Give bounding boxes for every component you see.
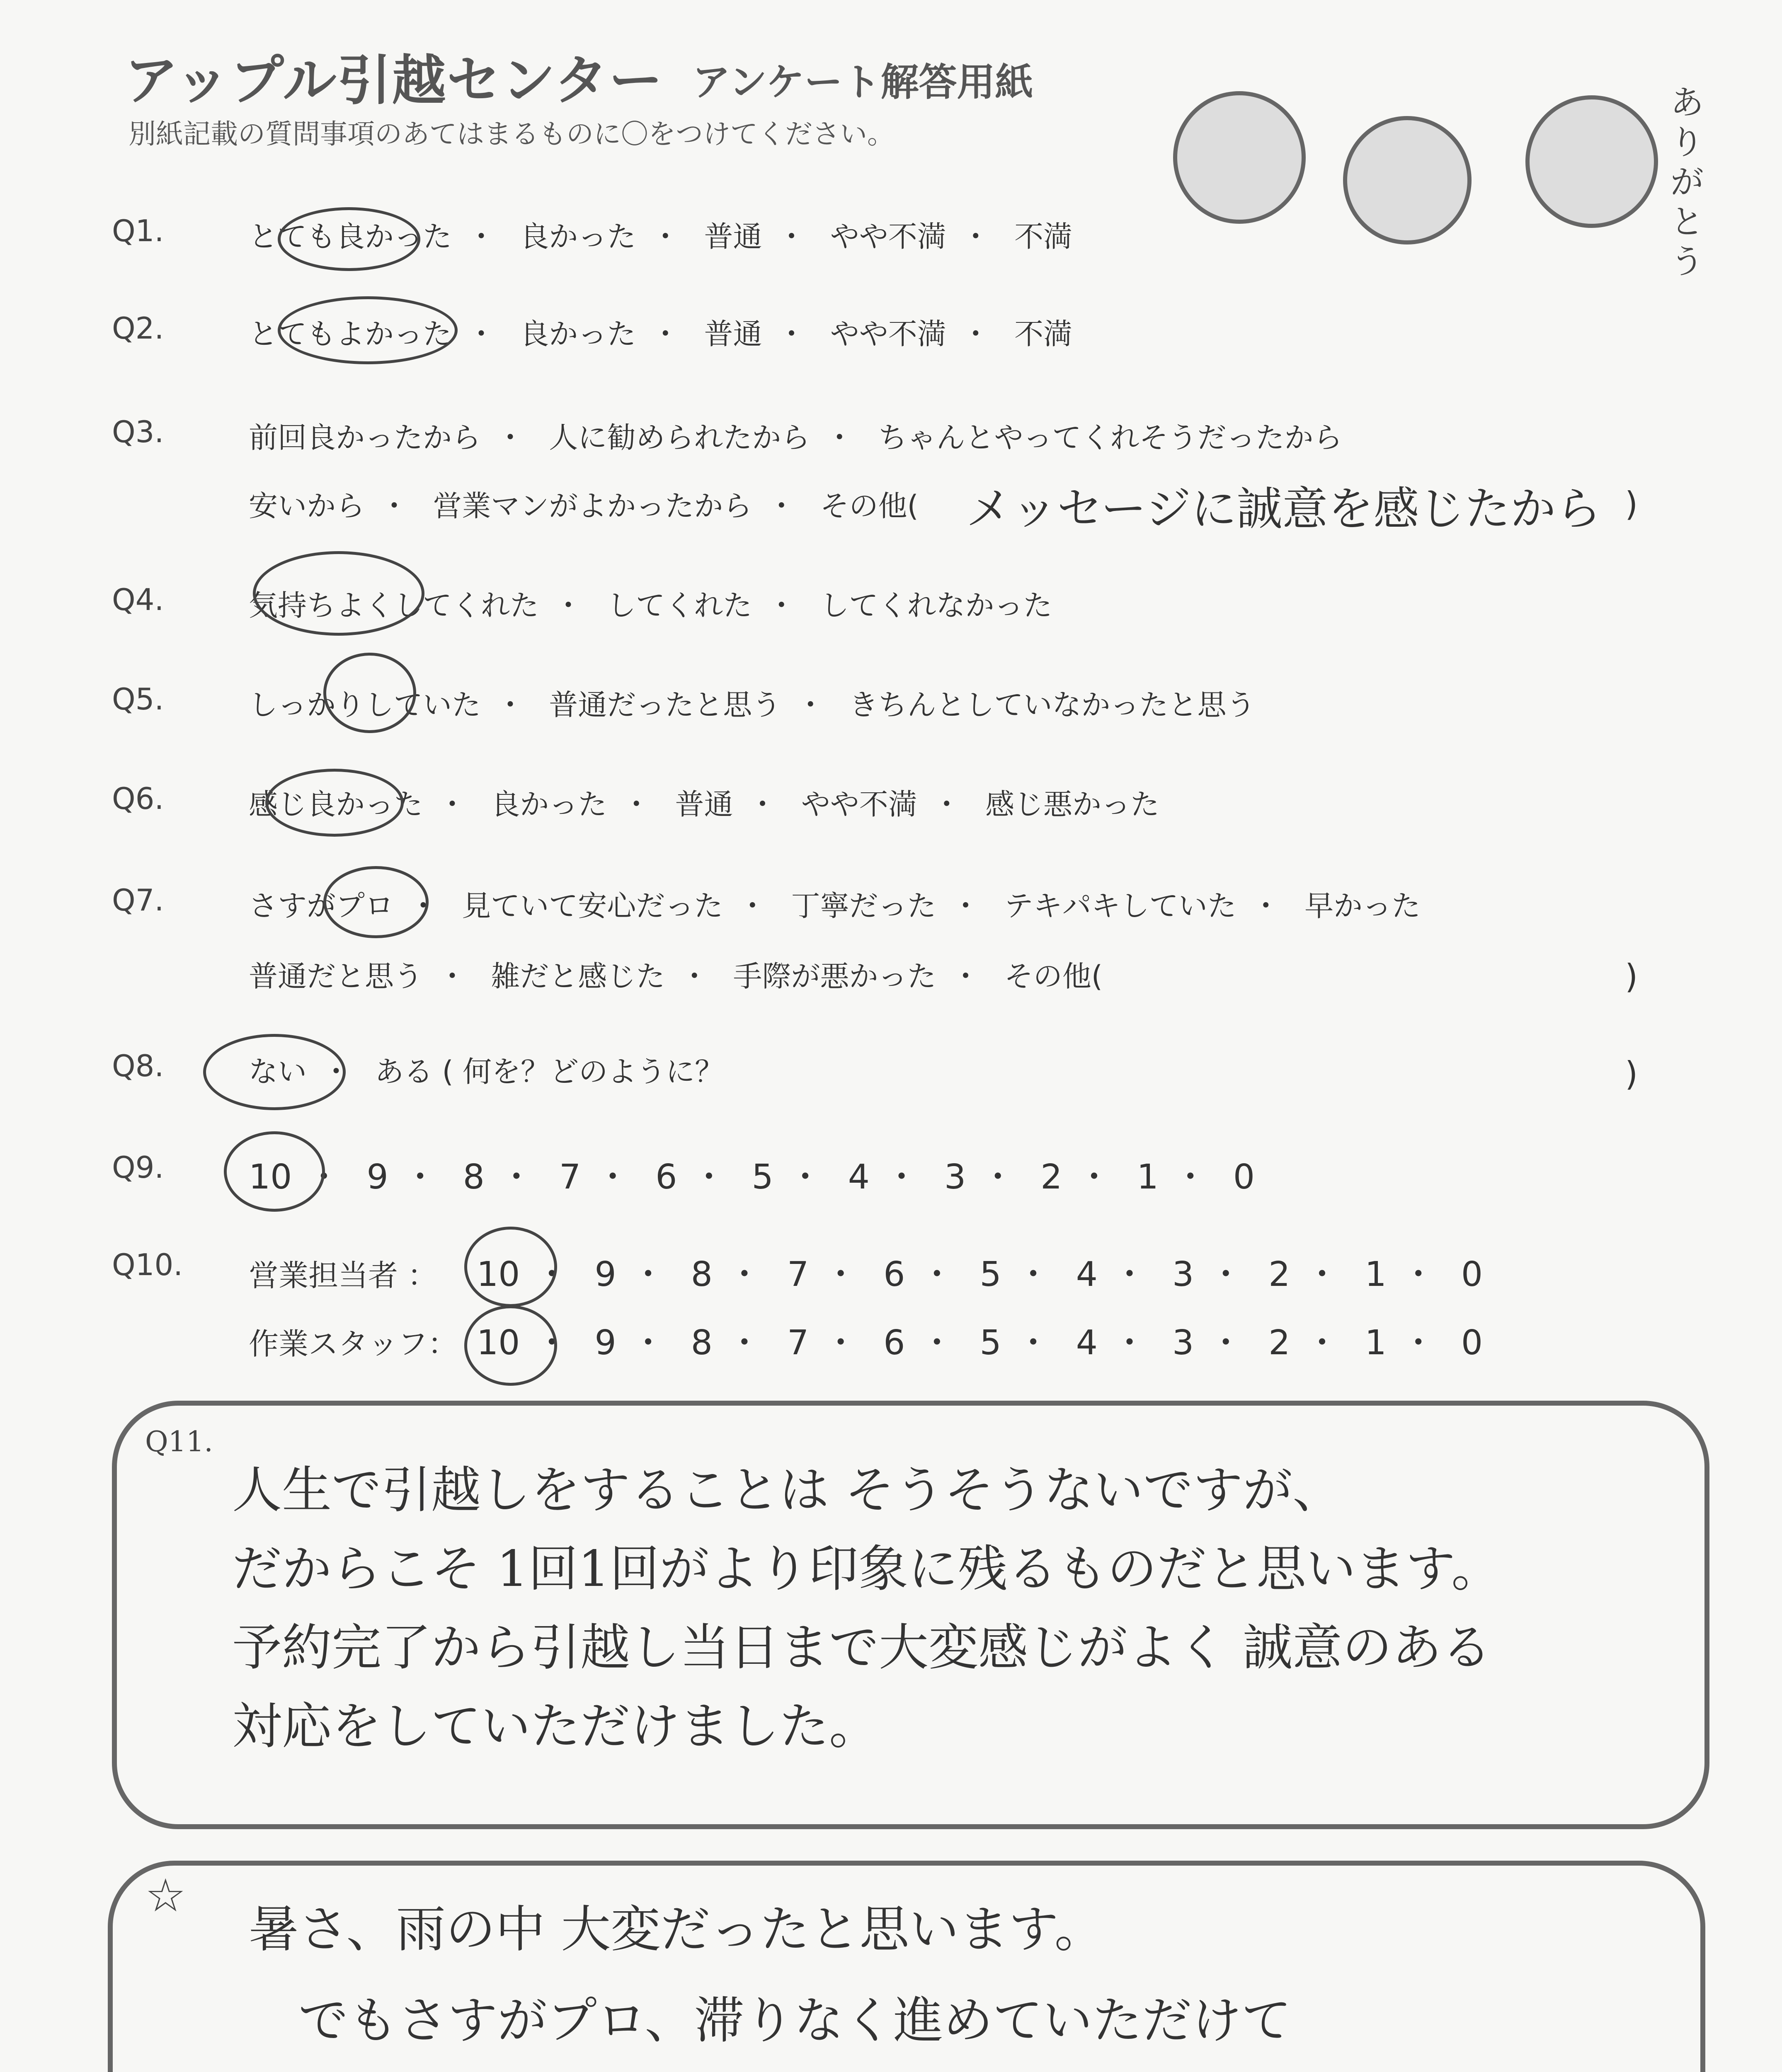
rating-value: 6 bbox=[883, 1323, 905, 1363]
answer-circle bbox=[224, 1131, 325, 1212]
answer-circle bbox=[203, 1034, 346, 1110]
option: しっかりしていた bbox=[249, 688, 481, 722]
rating-value: 7 bbox=[787, 1255, 809, 1294]
rating-value: 0 bbox=[1461, 1323, 1483, 1363]
q11-comment-line: だからこそ 1回1回がより印象に残るものだと思います。 bbox=[232, 1540, 1501, 1598]
rating-value: 9 bbox=[594, 1323, 616, 1363]
question-options: さすがプロ ・ 見ていて安心だった ・ 丁寧だった ・ テキパキしていた ・ 早かった bbox=[249, 889, 1421, 923]
option: 前回良かったから bbox=[249, 421, 481, 455]
answer-circle bbox=[278, 296, 458, 364]
question-options: 前回良かったから ・ 人に勧められたから ・ ちゃんとやってくれそうだったから bbox=[249, 421, 1343, 455]
option: 不満 bbox=[1014, 317, 1073, 351]
mascot-monkey-icon bbox=[1525, 95, 1658, 228]
rating-value: 5 bbox=[752, 1157, 773, 1197]
rating-value: 5 bbox=[979, 1323, 1001, 1363]
rating-value: 5 bbox=[979, 1255, 1001, 1294]
option: 人に勧められたから bbox=[549, 421, 810, 455]
free-comment-line bbox=[278, 2068, 1268, 2072]
question-number: Q3. bbox=[112, 414, 164, 449]
option: 安いから bbox=[249, 489, 365, 523]
work-staff-label: 作業スタッフ： bbox=[249, 1326, 458, 1361]
question-number: Q4. bbox=[112, 582, 164, 617]
page-title: アップル引越センター bbox=[124, 49, 664, 112]
question-options: ない ・ ある ( 何を？どのように？ bbox=[249, 1055, 724, 1089]
rating-value: 3 bbox=[1172, 1255, 1194, 1294]
free-comment-line: 暑さ、雨の中 大変だったと思います。 bbox=[249, 1901, 1104, 1958]
star-icon: ☆ bbox=[145, 1869, 186, 1922]
option: 良かった bbox=[520, 317, 636, 351]
sales-rep-label: 営業担当者 ： bbox=[249, 1258, 437, 1293]
instruction-text: 別紙記載の質問事項のあてはまるものに〇をつけてください。 bbox=[128, 118, 895, 150]
mascot-monkey-icon bbox=[1173, 91, 1306, 224]
rating-value: 8 bbox=[691, 1323, 713, 1363]
option: やや不満 bbox=[801, 787, 917, 821]
rating-value: 3 bbox=[1172, 1323, 1194, 1363]
option: さすがプロ bbox=[249, 889, 394, 923]
option: 普通 bbox=[704, 220, 762, 254]
mascot-caption: ありがとう bbox=[1670, 83, 1704, 281]
rating-value: 7 bbox=[787, 1323, 809, 1363]
q11-comment-line: 予約完了から引越し当日まで大変感じがよく 誠意のある bbox=[232, 1619, 1492, 1677]
option: 気持ちよくしてくれた bbox=[249, 588, 539, 622]
rating-value: 9 bbox=[594, 1255, 616, 1294]
option: ある ( 何を？どのように？ bbox=[375, 1055, 724, 1089]
option: 手際が悪かった bbox=[733, 959, 936, 993]
rating-value: 2 bbox=[1268, 1255, 1290, 1294]
mascot-monkey-icon bbox=[1343, 116, 1472, 244]
option: 不満 bbox=[1014, 220, 1073, 254]
rating-scale-sales: 10 ・ 9 ・ 8 ・ 7 ・ 6 ・ 5 ・ 4 ・ 3 ・ 2 ・ 1 ・ 0 bbox=[477, 1255, 1483, 1294]
rating-value: 3 bbox=[944, 1157, 966, 1197]
page-subtitle: アンケート解答用紙 bbox=[692, 60, 1033, 104]
option: とても良かった bbox=[249, 220, 452, 254]
answer-circle bbox=[253, 551, 424, 636]
option: その他( bbox=[1004, 959, 1103, 993]
question-number: Q7. bbox=[112, 883, 164, 917]
rating-value: 4 bbox=[848, 1157, 870, 1197]
option: してくれた bbox=[607, 588, 752, 622]
rating-scale: 10 ・ 9 ・ 8 ・ 7 ・ 6 ・ 5 ・ 4 ・ 3 ・ 2 ・ 1 ・ 0 bbox=[249, 1157, 1255, 1197]
rating-value: 1 bbox=[1137, 1157, 1159, 1197]
option: 雑だと感じた bbox=[491, 959, 665, 993]
bracket-close: ) bbox=[1625, 1055, 1638, 1093]
rating-value: 10 bbox=[249, 1157, 292, 1197]
rating-value: 6 bbox=[655, 1157, 677, 1197]
rating-value: 2 bbox=[1268, 1323, 1290, 1363]
q11-label: Q11. bbox=[145, 1426, 213, 1458]
q11-comment-line: 人生で引越しをすることは そうそうないですが、 bbox=[232, 1462, 1343, 1519]
bracket-close: ) bbox=[1625, 485, 1638, 523]
question-number: Q8. bbox=[112, 1048, 164, 1083]
option: 普通 bbox=[704, 317, 762, 351]
option: ちゃんとやってくれそうだったから bbox=[878, 421, 1343, 455]
option: 良かった bbox=[491, 787, 607, 821]
option: 良かった bbox=[520, 220, 636, 254]
option: とてもよかった bbox=[249, 317, 452, 351]
rating-value: 1 bbox=[1365, 1255, 1387, 1294]
rating-value: 4 bbox=[1076, 1255, 1098, 1294]
rating-value: 7 bbox=[559, 1157, 581, 1197]
rating-value: 10 bbox=[477, 1255, 520, 1294]
option: 丁寧だった bbox=[791, 889, 936, 923]
option: 感じ良かった bbox=[249, 787, 423, 821]
option: 普通だと思う bbox=[249, 959, 423, 993]
option: 早かった bbox=[1304, 889, 1421, 923]
option: ない bbox=[249, 1055, 307, 1089]
answer-circle bbox=[464, 1227, 557, 1307]
answer-circle bbox=[323, 653, 416, 733]
rating-scale-staff: 10 ・ 9 ・ 8 ・ 7 ・ 6 ・ 5 ・ 4 ・ 3 ・ 2 ・ 1 ・ 0 bbox=[477, 1323, 1483, 1363]
rating-value: 0 bbox=[1233, 1157, 1255, 1197]
rating-value: 10 bbox=[477, 1323, 520, 1363]
option: 普通だったと思う bbox=[549, 688, 781, 722]
option: 営業マンがよかったから bbox=[433, 489, 752, 523]
rating-value: 6 bbox=[883, 1255, 905, 1294]
option: テキパキしていた bbox=[1004, 889, 1236, 923]
rating-value: 8 bbox=[691, 1255, 713, 1294]
answer-circle bbox=[323, 866, 429, 938]
question-options: 感じ良かった ・ 良かった ・ 普通 ・ やや不満 ・ 感じ悪かった bbox=[249, 787, 1160, 821]
question-options: 普通だと思う ・ 雑だと感じた ・ 手際が悪かった ・ その他( bbox=[249, 959, 1103, 993]
q11-comment-line: 対応をしていただけました。 bbox=[232, 1698, 879, 1755]
question-options: しっかりしていた ・ 普通だったと思う ・ きちんとしていなかったと思う bbox=[249, 688, 1256, 722]
question-options: とてもよかった ・ 良かった ・ 普通 ・ やや不満 ・ 不満 bbox=[249, 317, 1073, 351]
question-number: Q9. bbox=[112, 1150, 164, 1185]
rating-value: 4 bbox=[1076, 1323, 1098, 1363]
option: やや不満 bbox=[830, 317, 946, 351]
question-number: Q1. bbox=[112, 213, 164, 248]
question-number: Q6. bbox=[112, 781, 164, 816]
free-comment-line: でもさすがプロ、滞りなく進めていただけて bbox=[298, 1992, 1292, 2050]
answer-circle bbox=[278, 207, 420, 271]
bracket-close: ) bbox=[1625, 957, 1638, 996]
question-number: Q5. bbox=[112, 682, 164, 716]
question-number: Q10. bbox=[112, 1247, 183, 1282]
rating-value: 8 bbox=[463, 1157, 485, 1197]
option: 感じ悪かった bbox=[985, 787, 1160, 821]
question-number: Q2. bbox=[112, 311, 164, 346]
option: その他( bbox=[820, 489, 919, 523]
question-options: 安いから ・ 営業マンがよかったから ・ その他( bbox=[249, 489, 919, 523]
rating-value: 1 bbox=[1365, 1323, 1387, 1363]
other-handwritten-answer: メッセージに誠意を感じたから bbox=[966, 482, 1602, 535]
option: 見ていて安心だった bbox=[462, 889, 723, 923]
question-options: 気持ちよくしてくれた ・ してくれた ・ してくれなかった bbox=[249, 588, 1052, 622]
answer-circle bbox=[464, 1305, 557, 1386]
rating-value: 9 bbox=[366, 1157, 388, 1197]
option: きちんとしていなかったと思う bbox=[849, 688, 1256, 722]
question-options: とても良かった ・ 良かった ・ 普通 ・ やや不満 ・ 不満 bbox=[249, 220, 1073, 254]
answer-circle bbox=[265, 769, 404, 837]
rating-value: 0 bbox=[1461, 1255, 1483, 1294]
option: してくれなかった bbox=[820, 588, 1052, 622]
option: やや不満 bbox=[830, 220, 946, 254]
rating-value: 2 bbox=[1040, 1157, 1062, 1197]
option: 普通 bbox=[675, 787, 733, 821]
